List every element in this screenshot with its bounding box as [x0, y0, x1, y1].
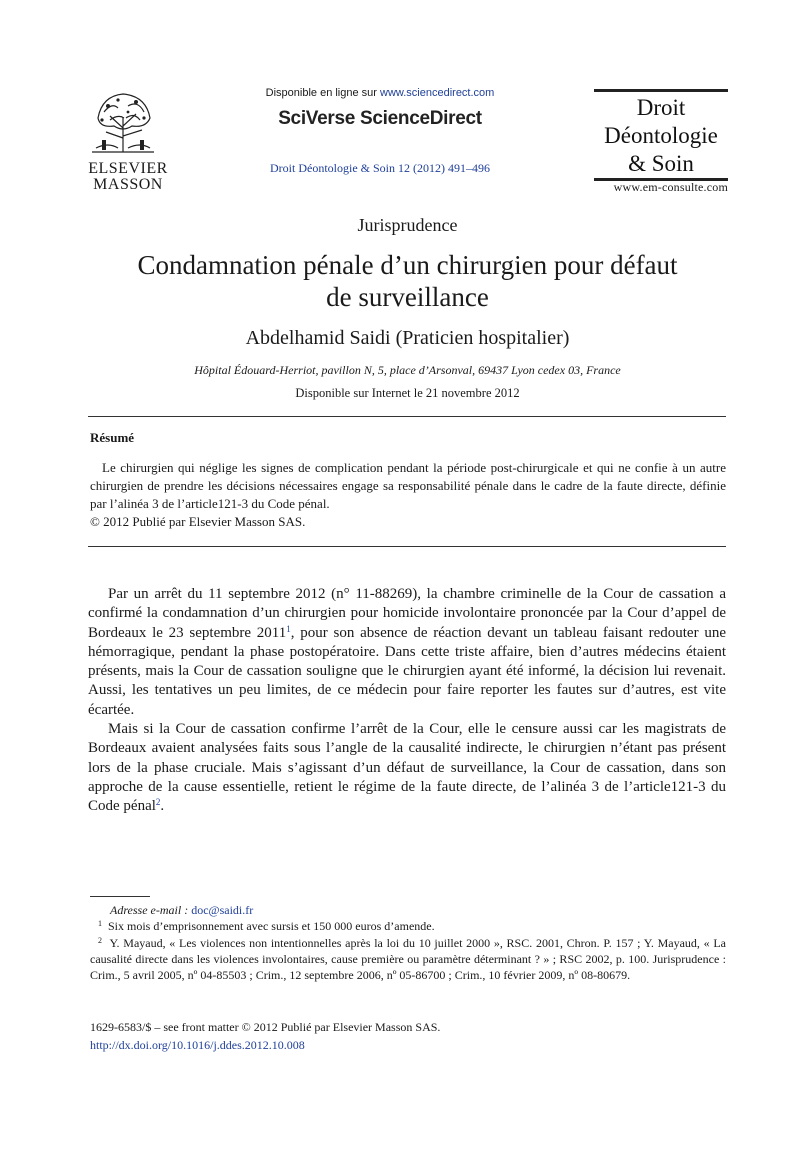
- journal-citation[interactable]: Droit Déontologie & Soin 12 (2012) 491–496: [270, 161, 490, 175]
- footnote-2: [90, 935, 726, 984]
- article-author: Abdelhamid Saidi (Praticien hospitalier): [245, 327, 570, 349]
- article-body: [88, 585, 726, 817]
- journal-logo-line3: & Soin: [628, 151, 694, 176]
- sciencedirect-link[interactable]: www.sciencedirect.com: [380, 87, 495, 99]
- journal-logo: [594, 89, 728, 181]
- elsevier-logo-text: ELSEVIER: [88, 160, 168, 177]
- body-paragraph-1: [88, 585, 726, 720]
- footnote-2-number: 2: [98, 935, 102, 945]
- footnote-1-number: 1: [98, 919, 102, 929]
- available-online-label: Disponible en ligne sur: [265, 87, 381, 99]
- masson-logo-text: MASSON: [93, 176, 163, 193]
- body-paragraph-2-text-a: Mais si la Cour de cassation confirme l’arrêt de la Cour, elle le censure aussi car les magistrats de Bordeaux avaient analysées faits sous l’angle de la causalité indirecte, le chirurgien n’étant pas présent lors de la phase cruciale. Mais s’agissant d’un défaut de surveillance, la Cour de cassation, dans son approche de la cause essentielle, retient le régime de la faute directe, de l’alinéa 3 de l’article121-3 du Code pénal: [88, 721, 726, 815]
- available-date: Disponible sur Internet le 21 novembre 2012: [295, 386, 520, 400]
- footnotes: [90, 902, 726, 983]
- footnote-divider: [90, 896, 150, 897]
- article-title-line1: Condamnation pénale d’un chirurgien pour défaut: [137, 250, 678, 280]
- footnote-1: [90, 918, 726, 934]
- abstract-heading: Résumé: [90, 430, 135, 445]
- author-email-line: [90, 902, 726, 918]
- journal-logo-line2: Déontologie: [604, 123, 718, 148]
- author-affiliation: Hôpital Édouard-Herriot, pavillon N, 5, place d’Arsonval, 69437 Lyon cedex 03, France: [194, 363, 621, 377]
- issn-copyright-line: 1629-6583/$ – see front matter © 2012 Publié par Elsevier Masson SAS.: [90, 1020, 441, 1034]
- author-email-link[interactable]: doc@saidi.fr: [191, 903, 254, 917]
- journal-logo-line1: Droit: [636, 95, 686, 120]
- article-title-line2: de surveillance: [326, 282, 489, 312]
- footnote-ref-2[interactable]: 2: [155, 797, 161, 808]
- body-paragraph-1-text-b: , pour son absence de réaction devant un tableau faisant redouter une hémorragique, pendant la phase postopératoire. Dans cette triste affaire, bien d’autres médecins étaient présents, mais la Cour de cassation souligne que le chirurgien ayant été informé, la décision lui revenait. Aussi, les tentatives un peu limites, de ce médecin pour faire reporter les fautes sur d’autres, est vite écartée.: [88, 624, 726, 718]
- footnote-1-text: Six mois d’emprisonnement avec sursis et 150 000 euros d’amende.: [108, 919, 435, 934]
- elsevier-masson-logo: [88, 88, 168, 192]
- footnote-ref-1[interactable]: 1: [286, 623, 291, 634]
- body-paragraph-2-text-b: .: [160, 798, 165, 815]
- sciverse-sciencedirect-logo: SciVerse ScienceDirect: [278, 108, 482, 129]
- body-paragraph-1-text-a: Par un arrêt du 11 septembre 2012 (n° 11-88269), la chambre criminelle de la Cour de cassation a confirmé la condamnation d’un chirurgien pour homicide involontaire prononcée par la Cour d’appel de Bordeaux le 23 septembre 2011: [88, 586, 726, 641]
- doi-link[interactable]: http://dx.doi.org/10.1016/j.ddes.2012.10.008: [90, 1038, 305, 1052]
- journal-url[interactable]: www.em-consulte.com: [613, 180, 728, 194]
- abstract-text: Le chirurgien qui néglige les signes de complication pendant la période post-chirurgicale et qui ne confie à un autre chirurgien de prendre les décisions nécessaires engage sa responsabilité pénale dans le cadre de la faute directe, définie par l’alinéa 3 de l’article121-3 du Code pénal.: [90, 460, 726, 511]
- article-section: Jurisprudence: [357, 215, 458, 235]
- abstract-copyright: © 2012 Publié par Elsevier Masson SAS.: [90, 514, 306, 529]
- divider-top: [88, 416, 726, 417]
- article-title: [0, 249, 807, 313]
- email-label: Adresse e-mail :: [110, 903, 192, 917]
- body-paragraph-2: [88, 720, 726, 816]
- abstract-body: [90, 459, 726, 531]
- divider-bottom: [88, 546, 726, 547]
- footnote-2-text: Y. Mayaud, « Les violences non intentionnelles après la loi du 10 juillet 2000 », RSC. 2001, Chron. P. 157 ; Y. Mayaud, « La causalité directe dans les violences involontaires, cause première ou paramètre déterminant ? » ; RSC 2002, p. 100. Jurisprudence : Crim., 5 avril 2005, nº 04-85503 ; Crim., 12 septembre 2006, nº 05-86700 ; Crim., 10 février 2009, nº 08-80679.: [90, 935, 727, 983]
